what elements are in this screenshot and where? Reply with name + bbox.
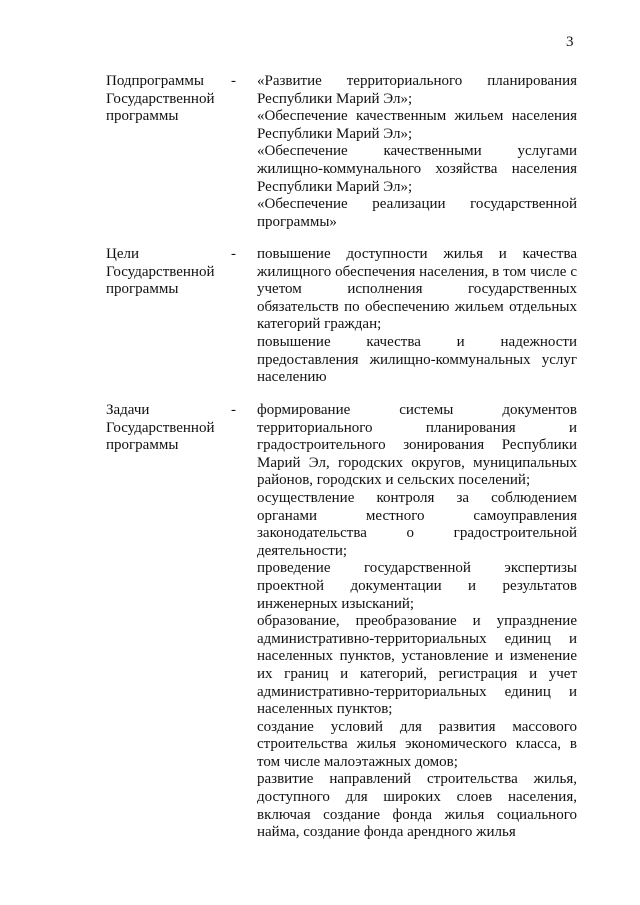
page-number: 3 <box>566 34 574 50</box>
label-line: Цели <box>106 246 140 262</box>
section-content <box>257 402 577 842</box>
dash-separator: - <box>231 402 236 418</box>
dash-separator: - <box>231 73 236 89</box>
list-item: образование, преобразование и упразднение административно-территориальных единиц и населенных пунктов, установление и изменение их границ и категорий, регистрация и учет административно-территориальных единиц и населенных пунктов; <box>257 613 577 718</box>
label-line: программы <box>106 108 179 125</box>
label-line: Государственной <box>106 419 215 436</box>
list-item: «Обеспечение реализации государственной программы» <box>257 196 577 230</box>
list-item: «Развитие территориального планирования Республики Марий Эл»; <box>257 73 577 107</box>
list-item: формирование системы документов территориального планирования и градостроительного зонирования Республики Марий Эл, городских округов, муниципальных районов, городских и сельских поселений; <box>257 402 577 489</box>
label-line: программы <box>106 281 179 298</box>
list-item: «Обеспечение качественными услугами жилищно-коммунального хозяйства населения Республики Марий Эл»; <box>257 143 577 195</box>
label-line: Государственной <box>106 90 215 107</box>
label-line: Государственной <box>106 263 215 280</box>
section-label <box>106 246 224 299</box>
list-item: развитие направлений строительства жилья, доступного для широких слоев населения, включая создание фонда жилья социального найма, создание фонда арендного жилья <box>257 771 577 841</box>
label-line: программы <box>106 437 179 454</box>
label-line: Задачи <box>106 402 150 418</box>
list-item: осуществление контроля за соблюдением органами местного самоуправления законодательства о градостроительной деятельности; <box>257 489 577 559</box>
section-content <box>257 246 577 387</box>
list-item: создание условий для развития массового строительства жилья экономического класса, в том числе малоэтажных домов; <box>257 718 577 770</box>
dash-separator: - <box>231 246 236 262</box>
list-item: повышение качества и надежности предоставления жилищно-коммунальных услуг населению <box>257 333 577 386</box>
section-label <box>106 73 224 126</box>
section-content <box>257 73 577 231</box>
list-item: «Обеспечение качественным жильем населения Республики Марий Эл»; <box>257 108 577 142</box>
label-line: Подпрограммы <box>106 73 204 89</box>
section-label <box>106 402 224 455</box>
list-item: проведение государственной экспертизы проектной документации и результатов инженерных изысканий; <box>257 560 577 612</box>
list-item: повышение доступности жилья и качества жилищного обеспечения населения, в том числе с учетом исполнения государственных обязательств по обеспечению жильем отдельных категорий граждан; <box>257 246 577 333</box>
